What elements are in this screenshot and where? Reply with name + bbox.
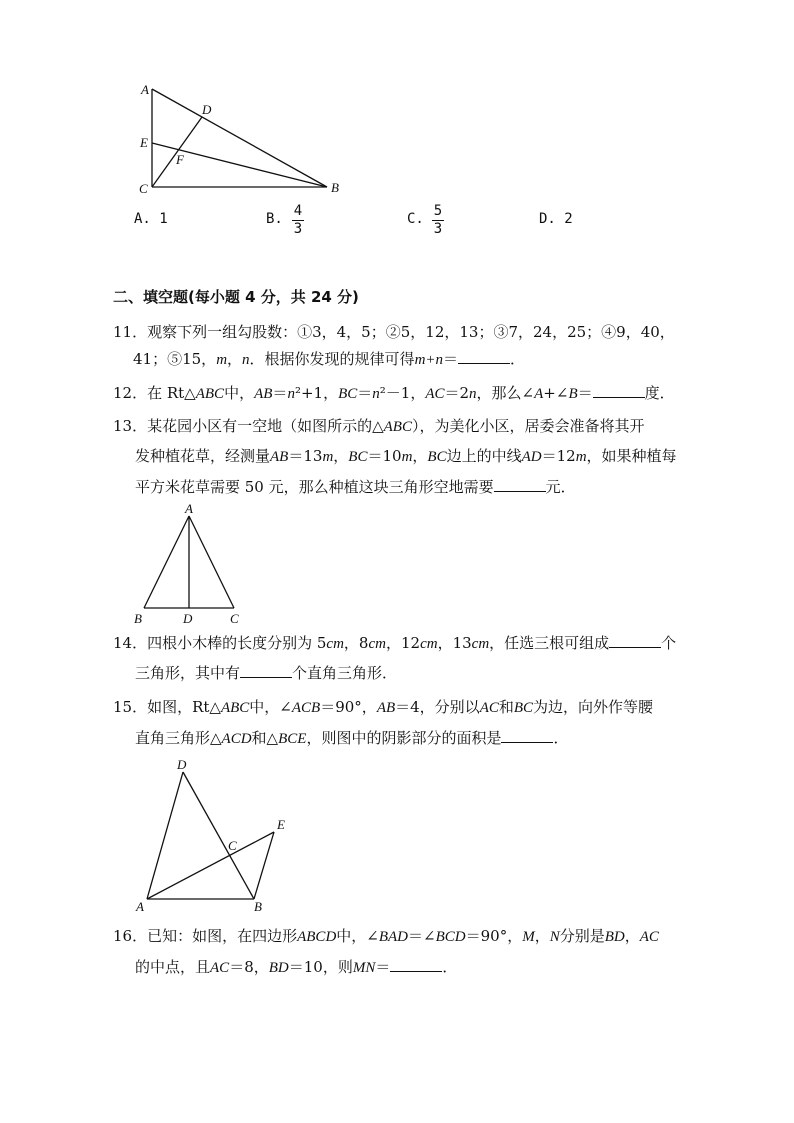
label-e: E: [140, 135, 148, 150]
question-11: 11．观察下列一组勾股数：①3，4，5；②5，12，13；③7，24，25；④9，40， 41；⑤15，m，n．根据你发现的规律可得m+n＝ ．: [113, 323, 675, 368]
label-e: E: [277, 817, 285, 832]
option-b-fraction: 4 3: [293, 203, 303, 237]
label-f: F: [176, 152, 184, 167]
figure-q10: [125, 80, 355, 200]
label-c: C: [139, 181, 148, 196]
label-a: A: [136, 899, 144, 914]
label-a: A: [141, 82, 149, 97]
answer-blank: [390, 957, 442, 972]
question-15: 15．如图，Rt△ABC中，∠ACB＝90°，AB＝4，分别以AC和BC为边，向外作等腰 直角三角形△ACD和△BCE，则图中的阴影部分的面积是 ．: [113, 698, 654, 747]
question-16: 16．已知：如图，在四边形ABCD中，∠BAD＝∠BCD＝90°，M，N分别是BD，AC 的中点，且AC＝8，BD＝10，则MN＝ ．: [113, 927, 659, 976]
option-c: C.: [407, 211, 424, 227]
option-c-fraction: 5 3: [433, 203, 443, 237]
answer-blank: [240, 663, 292, 678]
figure-q15: [130, 752, 300, 917]
label-d: D: [202, 102, 212, 117]
question-12: 12．在 Rt△ABC中，AB＝n²+1，BC＝n²－1，AC＝2n，那么∠A+∠B＝ 度．: [113, 384, 675, 402]
answer-blank: [609, 633, 661, 648]
label-a: A: [185, 501, 193, 516]
label-d: D: [183, 611, 193, 626]
label-b: B: [331, 180, 339, 195]
option-d: D. 2: [539, 211, 573, 227]
label-c: C: [228, 838, 237, 853]
label-b: B: [254, 899, 262, 914]
option-a: A. 1: [134, 211, 168, 227]
answer-blank: [458, 349, 510, 364]
section-heading: 二、填空题(每小题 4 分，共 24 分): [113, 288, 359, 306]
answer-blank: [494, 477, 546, 492]
question-13: 13．某花园小区有一空地（如图所示的△ABC），为美化小区，居委会准备将其开 发种植花草，经测量AB＝13m，BC＝10m，BC边上的中线AD＝12m，如果种植每 平方米花草需要 50 元，那么种植这块三角形空地需要 元．: [113, 417, 677, 496]
figure-q13: [130, 500, 245, 628]
question-14: 14．四根小木棒的长度分别为 5cm，8cm，12cm，13cm，任选三根可组成 个 三角形，其中有 个直角三角形．: [113, 634, 677, 682]
option-b: B.: [266, 211, 283, 227]
label-d: D: [177, 757, 187, 772]
label-c: C: [230, 611, 239, 626]
answer-blank: [593, 383, 645, 398]
label-b: B: [134, 611, 142, 626]
answer-blank: [501, 728, 553, 743]
